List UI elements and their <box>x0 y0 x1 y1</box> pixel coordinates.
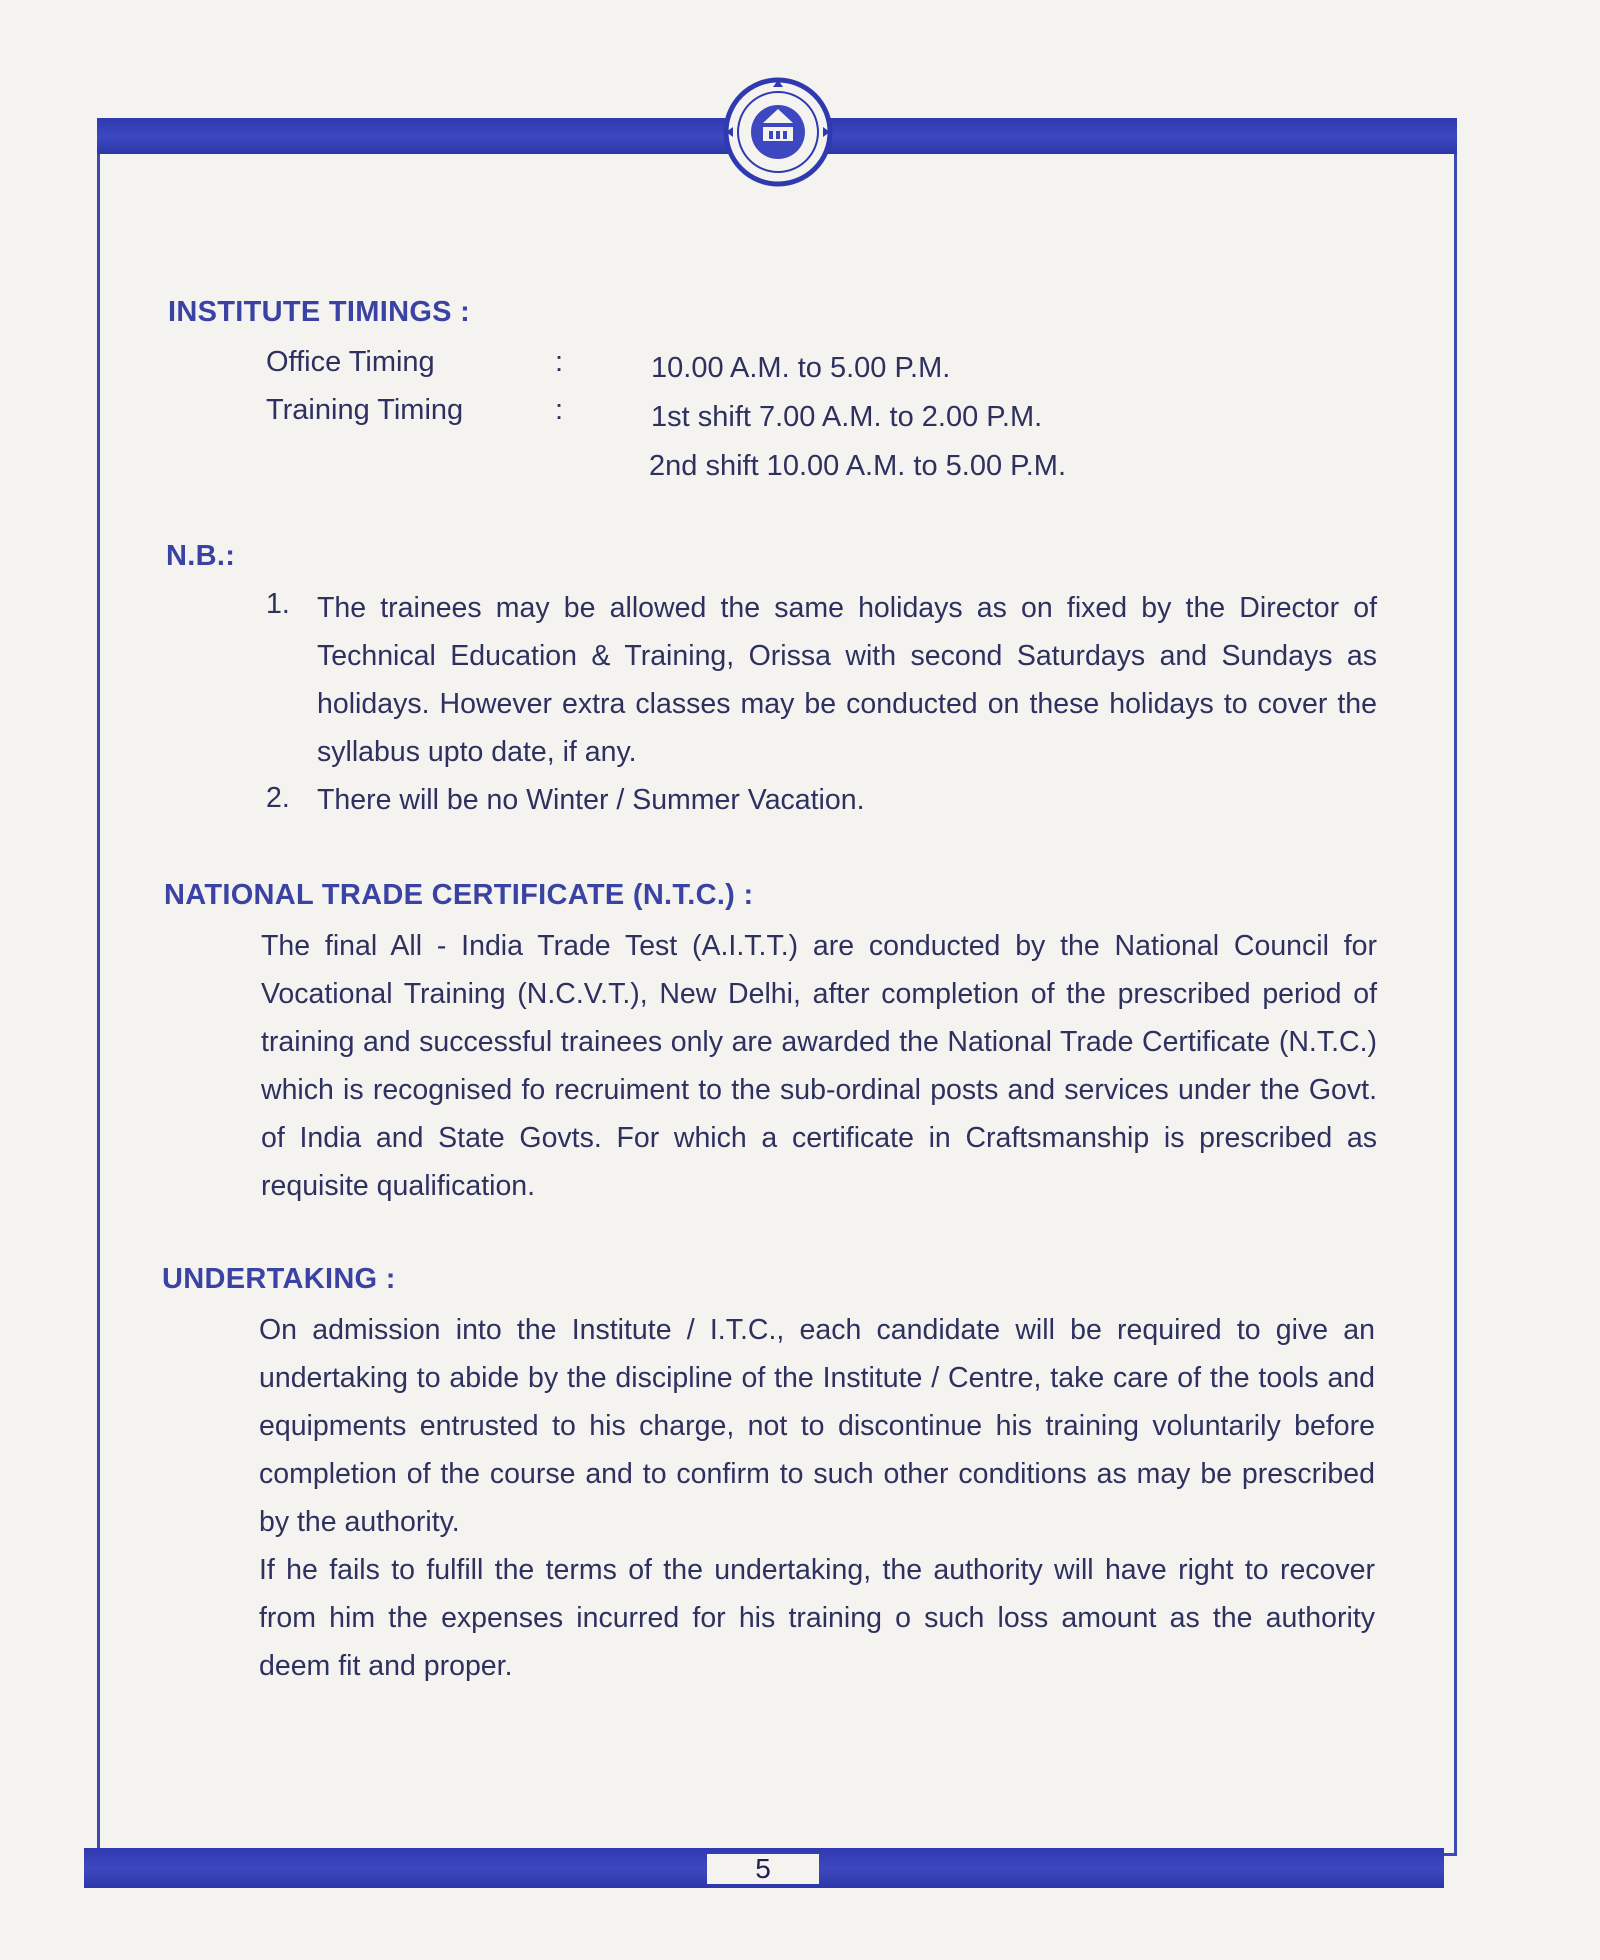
training-timing-value: 1st shift 7.00 A.M. to 2.00 P.M. <box>651 401 1043 433</box>
training-timing-colon: : <box>555 394 564 426</box>
undertaking-heading: UNDERTAKING : <box>162 1263 396 1295</box>
nb-item-1-text: The trainees may be allowed the same holidays as on fixed by the Director of Technical Education & Training, Orissa with second Saturdays and Sundays as holidays. However extra classes may be conducted on these holidays to cover the syllabus upto date, if any. <box>317 592 1377 768</box>
training-timing-label: Training Timing <box>266 394 464 426</box>
undertaking-text-2: If he fails to fulfill the terms of the undertaking, the authority will have right to recover from him the expenses incurred for his training o such loss amount as the authority deem fit and proper. <box>259 1554 1375 1682</box>
nb-heading: N.B.: <box>166 540 236 572</box>
nb-item-2-number: 2. <box>266 782 290 814</box>
undertaking-text-1: On admission into the Institute / I.T.C., each candidate will be required to give an undertaking to abide by the discipline of the Institute / Centre, take care of the tools and equipments entrusted to his charge, not to discontinue his training voluntarily before completion of the course and to confirm to such other conditions as may be prescribed by the authority. <box>259 1314 1375 1538</box>
second-shift-value: 2nd shift 10.00 A.M. to 5.00 P.M. <box>649 450 1067 482</box>
ntc-heading: NATIONAL TRADE CERTIFICATE (N.T.C.) : <box>164 879 754 911</box>
page-number: 5 <box>707 1854 819 1884</box>
ntc-text: The final All - India Trade Test (A.I.T.T.) are conducted by the National Council for Vocational Training (N.C.V.T.), New Delhi, after completion of the prescribed period of training and successful trainees only are awarded the National Trade Certificate (N.T.C.) which is recognised fo recruiment to the sub-ordinal posts and services under the Govt. of India and State Govts. For which a certificate in Craftsmanship is prescribed as requisite qualification. <box>261 930 1377 1202</box>
institute-timings-heading: INSTITUTE TIMINGS : <box>168 296 471 328</box>
office-timing-colon: : <box>555 346 564 378</box>
institute-logo <box>723 77 833 187</box>
nb-item-1-number: 1. <box>266 588 290 620</box>
nb-item-2-text: There will be no Winter / Summer Vacation. <box>317 784 865 816</box>
office-timing-value: 10.00 A.M. to 5.00 P.M. <box>651 352 951 384</box>
office-timing-label: Office Timing <box>266 346 435 378</box>
